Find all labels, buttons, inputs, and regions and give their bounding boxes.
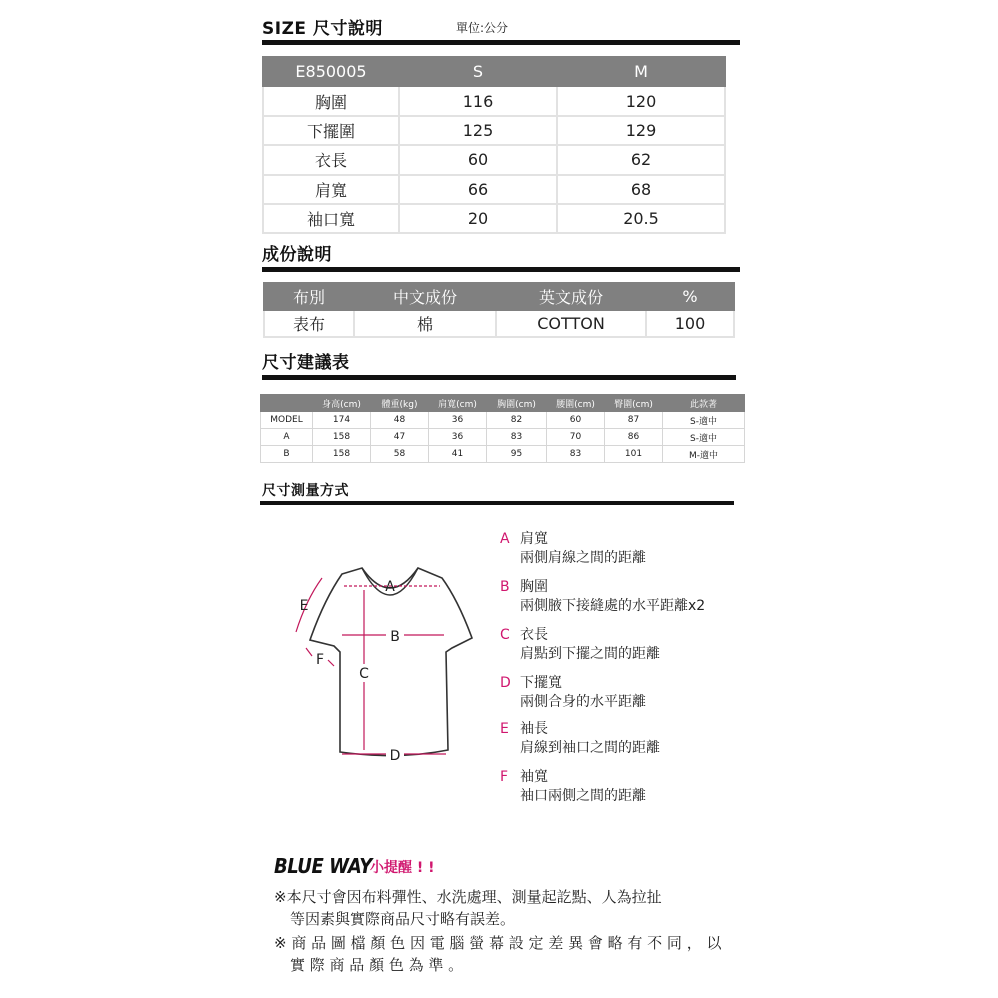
table-cell: 胸圍 bbox=[263, 86, 399, 115]
tshirt-diagram bbox=[280, 560, 480, 770]
table-cell: 肩寬 bbox=[263, 175, 399, 204]
table-cell: 36 bbox=[429, 412, 487, 429]
legend-desc: 袖口兩側之間的距離 bbox=[520, 788, 646, 804]
table-cell: 62 bbox=[557, 145, 725, 174]
model-section-rule bbox=[262, 375, 736, 380]
model-section-title: 尺寸建議表 bbox=[262, 353, 350, 373]
table-row bbox=[263, 86, 725, 115]
table-row bbox=[264, 310, 734, 337]
table-cell: 87 bbox=[605, 412, 663, 429]
legend-letter: A bbox=[500, 531, 510, 547]
size-section-rule bbox=[262, 40, 740, 45]
table-cell: COTTON bbox=[496, 310, 646, 337]
table-cell: M-適中 bbox=[663, 446, 745, 463]
legend-item-d bbox=[500, 674, 646, 712]
diagram-label-b: B bbox=[390, 629, 400, 645]
table-header-cell: 肩寬(cm) bbox=[429, 395, 487, 412]
legend-item-a bbox=[500, 530, 646, 568]
table-cell: 棉 bbox=[354, 310, 496, 337]
table-row bbox=[263, 116, 725, 145]
legend-desc: 兩側合身的水平距離 bbox=[520, 694, 646, 710]
legend-name: 袖寬 bbox=[520, 769, 548, 785]
note-line: ※ 商 品 圖 檔 顏 色 因 電 腦 螢 幕 設 定 差 異 會 略 有 不 同 ， 以 bbox=[274, 934, 722, 952]
table-cell: MODEL bbox=[261, 412, 313, 429]
reminder-note-1 bbox=[274, 886, 662, 930]
table-cell: 20.5 bbox=[557, 204, 725, 233]
table-cell: 表布 bbox=[264, 310, 354, 337]
table-cell: 60 bbox=[547, 412, 605, 429]
legend-item-c bbox=[500, 626, 660, 664]
table-cell: S-適中 bbox=[663, 429, 745, 446]
table-cell: 68 bbox=[557, 175, 725, 204]
table-cell: 174 bbox=[313, 412, 371, 429]
table-header-cell: 胸圍(cm) bbox=[487, 395, 547, 412]
table-header-cell: M bbox=[557, 57, 725, 86]
table-header-cell: E850005 bbox=[263, 57, 399, 86]
unit-label: 單位:公分 bbox=[456, 21, 509, 35]
table-cell: 125 bbox=[399, 116, 557, 145]
table-cell: 衣長 bbox=[263, 145, 399, 174]
table-cell: 158 bbox=[313, 429, 371, 446]
legend-letter: F bbox=[500, 769, 509, 785]
table-header-cell: % bbox=[646, 283, 734, 310]
table-row bbox=[261, 429, 745, 446]
legend-desc: 兩側肩線之間的距離 bbox=[520, 550, 646, 566]
size-table bbox=[262, 56, 726, 234]
note-line: 實 際 商 品 顏 色 為 準 。 bbox=[290, 956, 464, 974]
table-cell: 158 bbox=[313, 446, 371, 463]
legend-name: 肩寬 bbox=[520, 531, 548, 547]
reminder-title: 小提醒 ! ! bbox=[370, 860, 435, 876]
table-cell: 36 bbox=[429, 429, 487, 446]
table-row bbox=[263, 145, 725, 174]
table-cell: A bbox=[261, 429, 313, 446]
diagram-label-e: E bbox=[299, 598, 309, 614]
table-cell: 101 bbox=[605, 446, 663, 463]
table-cell: 82 bbox=[487, 412, 547, 429]
table-row bbox=[261, 412, 745, 429]
table-cell: 41 bbox=[429, 446, 487, 463]
legend-name: 衣長 bbox=[520, 627, 548, 643]
composition-header-row bbox=[264, 283, 734, 310]
legend-desc: 肩線到袖口之間的距離 bbox=[520, 740, 660, 756]
legend-item-f bbox=[500, 768, 646, 806]
table-row bbox=[261, 446, 745, 463]
legend-letter: E bbox=[500, 721, 509, 737]
legend-desc: 肩點到下擺之間的距離 bbox=[520, 646, 660, 662]
table-cell: 60 bbox=[399, 145, 557, 174]
composition-table bbox=[263, 282, 735, 338]
table-header-cell: 身高(cm) bbox=[313, 395, 371, 412]
table-cell: 83 bbox=[487, 429, 547, 446]
table-header-cell: S bbox=[399, 57, 557, 86]
brand-logo: BLUE WAY bbox=[274, 854, 372, 878]
model-table bbox=[260, 394, 745, 463]
table-cell: 83 bbox=[547, 446, 605, 463]
table-cell: 70 bbox=[547, 429, 605, 446]
legend-item-e bbox=[500, 720, 660, 758]
measure-section-title: 尺寸測量方式 bbox=[262, 483, 349, 499]
table-header-cell: 腰圍(cm) bbox=[547, 395, 605, 412]
table-header-cell: 體重(kg) bbox=[371, 395, 429, 412]
legend-letter: C bbox=[500, 627, 510, 643]
note-line: 等因素與實際商品尺寸略有誤差。 bbox=[290, 910, 516, 928]
legend-letter: B bbox=[500, 579, 510, 595]
legend-name: 袖長 bbox=[520, 721, 548, 737]
diagram-label-f: F bbox=[315, 652, 325, 668]
table-cell: 20 bbox=[399, 204, 557, 233]
table-cell: B bbox=[261, 446, 313, 463]
size-section-title: SIZE 尺寸說明 bbox=[262, 19, 383, 39]
size-table-header-row bbox=[263, 57, 725, 86]
measure-section-rule bbox=[260, 501, 734, 505]
table-header-cell: 中文成份 bbox=[354, 283, 496, 310]
table-header-cell: 此款著 bbox=[663, 395, 745, 412]
table-cell: 120 bbox=[557, 86, 725, 115]
legend-letter: D bbox=[500, 675, 511, 691]
legend-name: 下擺寬 bbox=[520, 675, 562, 691]
legend-name: 胸圍 bbox=[520, 579, 548, 595]
table-header-cell: 英文成份 bbox=[496, 283, 646, 310]
table-row bbox=[263, 204, 725, 233]
table-cell: 58 bbox=[371, 446, 429, 463]
table-cell: 100 bbox=[646, 310, 734, 337]
table-cell: 袖口寬 bbox=[263, 204, 399, 233]
table-cell: S-適中 bbox=[663, 412, 745, 429]
table-cell: 47 bbox=[371, 429, 429, 446]
table-cell: 86 bbox=[605, 429, 663, 446]
legend-item-b bbox=[500, 578, 705, 616]
table-header-cell bbox=[261, 395, 313, 412]
reminder-note-2 bbox=[274, 932, 721, 976]
diagram-label-c: C bbox=[359, 666, 369, 682]
table-header-cell: 布別 bbox=[264, 283, 354, 310]
table-header-cell: 臀圍(cm) bbox=[605, 395, 663, 412]
table-cell: 66 bbox=[399, 175, 557, 204]
composition-section-title: 成份說明 bbox=[262, 245, 332, 265]
table-cell: 129 bbox=[557, 116, 725, 145]
diagram-label-a: A bbox=[385, 579, 395, 595]
table-cell: 116 bbox=[399, 86, 557, 115]
table-cell: 下擺圍 bbox=[263, 116, 399, 145]
table-cell: 95 bbox=[487, 446, 547, 463]
diagram-label-d: D bbox=[389, 748, 401, 764]
model-header-row bbox=[261, 395, 745, 412]
legend-desc: 兩側腋下接縫處的水平距離x2 bbox=[520, 598, 706, 614]
table-cell: 48 bbox=[371, 412, 429, 429]
note-line: ※本尺寸會因布料彈性、水洗處理、測量起訖點、人為拉扯 bbox=[274, 888, 662, 906]
table-row bbox=[263, 175, 725, 204]
composition-section-rule bbox=[262, 267, 740, 272]
tshirt-outline bbox=[310, 568, 472, 756]
